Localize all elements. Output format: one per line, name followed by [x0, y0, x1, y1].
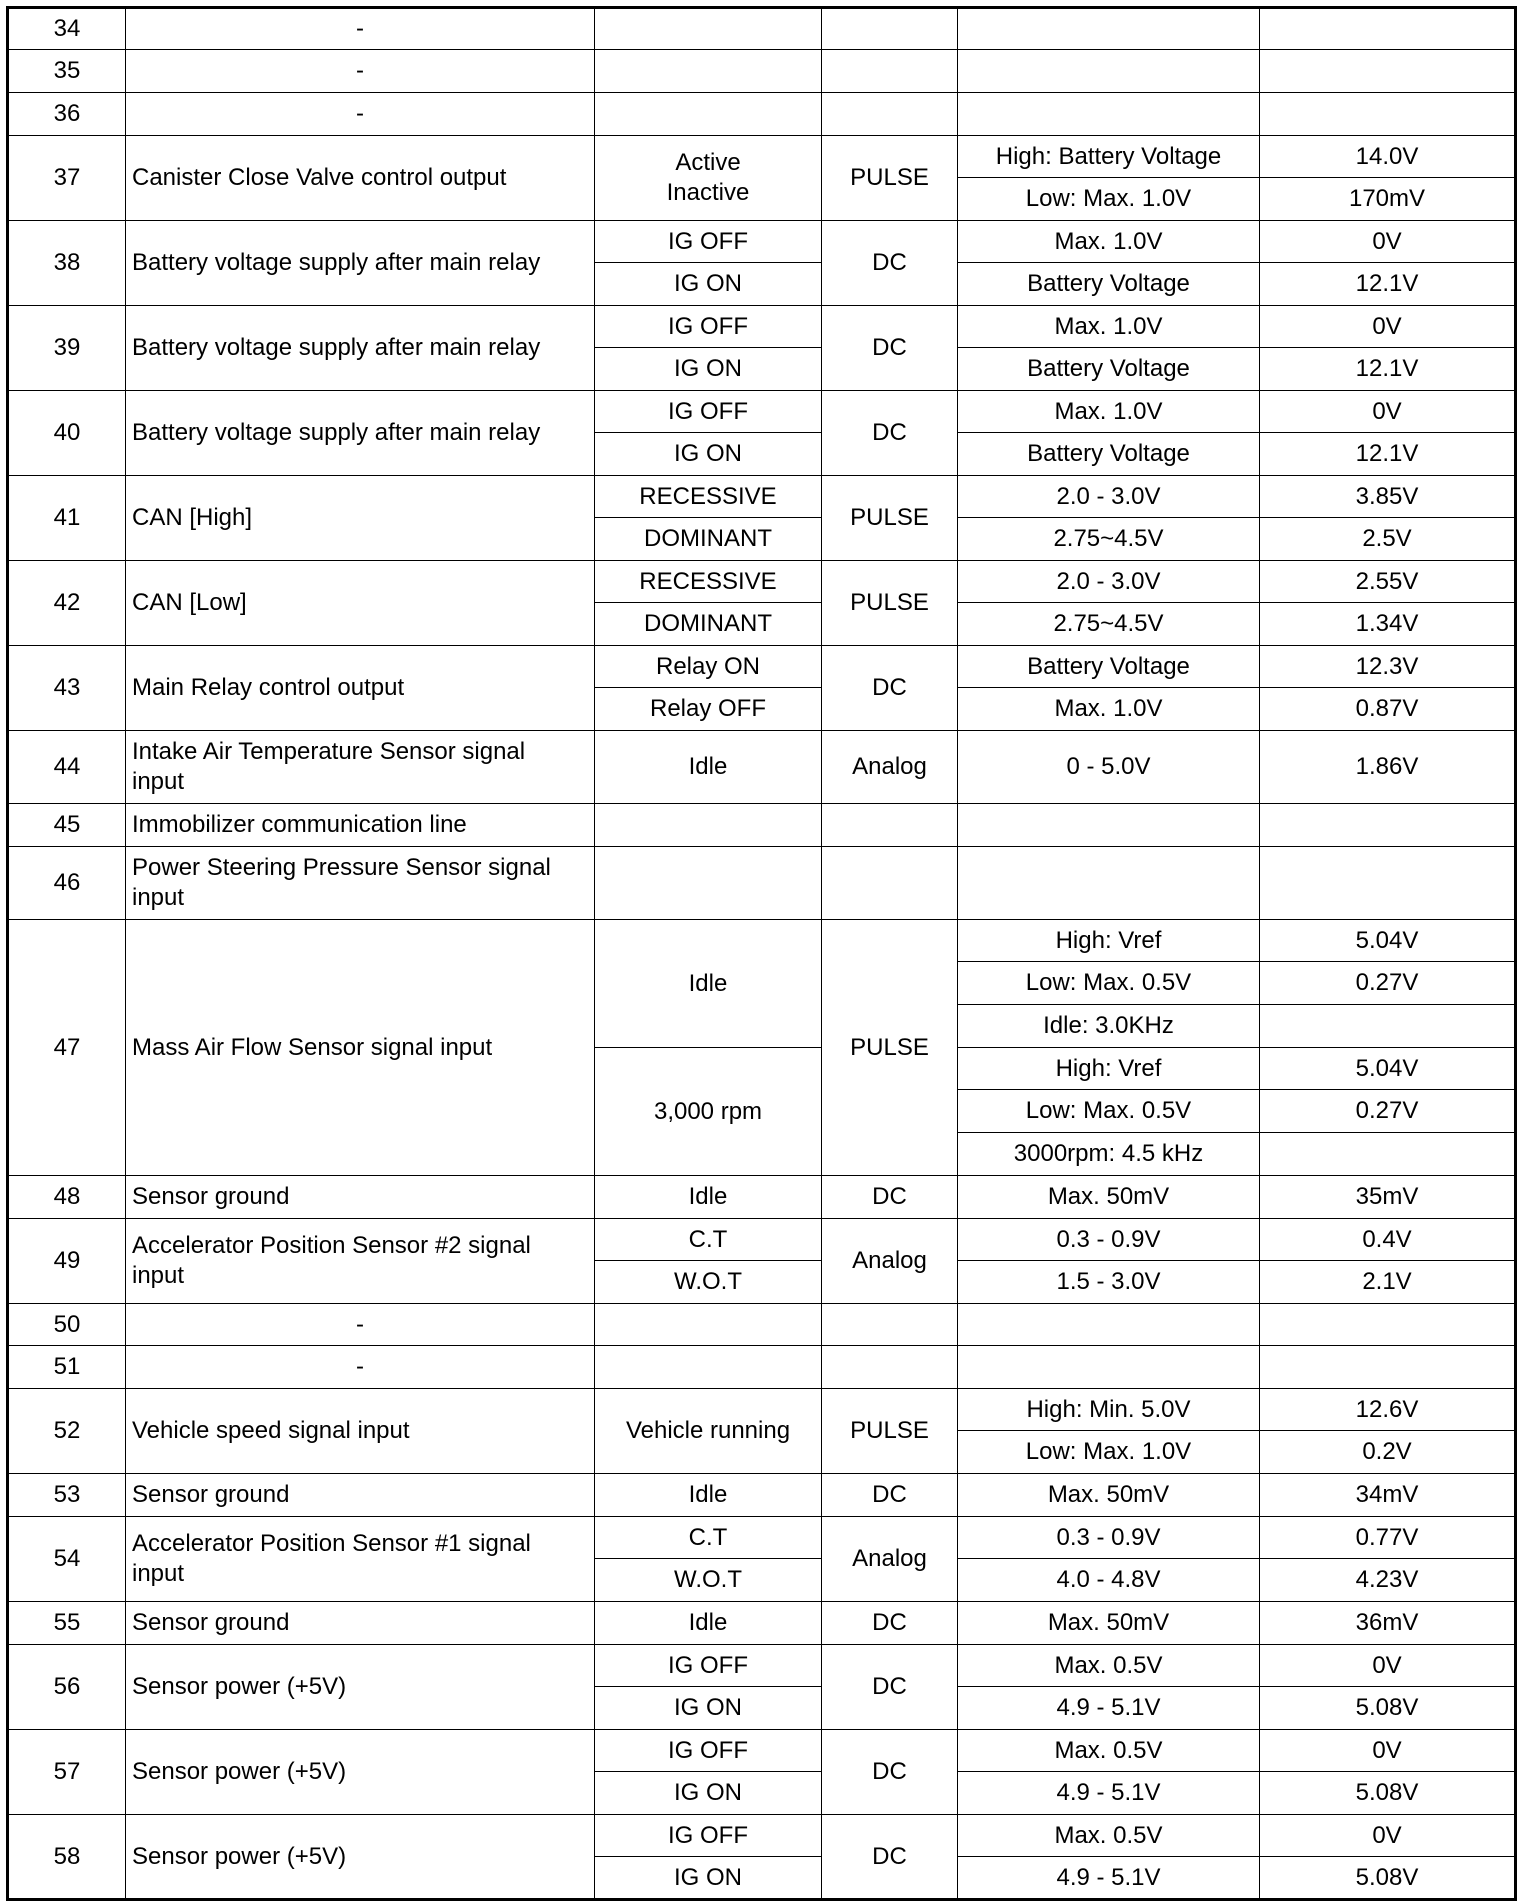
spec-cell: Max. 0.5V	[958, 1730, 1260, 1772]
measured-cell: 0V	[1260, 221, 1516, 263]
condition-cell: Idle	[595, 1602, 822, 1645]
condition-cell: IG ON	[595, 348, 822, 391]
signal-type-cell	[822, 847, 958, 920]
spec-cell	[958, 1304, 1260, 1346]
measured-cell: 0.4V	[1260, 1219, 1516, 1261]
table-row	[8, 1645, 1516, 1687]
pin-description: -	[126, 1346, 595, 1389]
spec-cell	[958, 93, 1260, 136]
measured-cell: 3.85V	[1260, 476, 1516, 518]
pin-description: CAN [Low]	[126, 561, 595, 646]
measured-cell	[1260, 93, 1516, 136]
condition-cell: DOMINANT	[595, 603, 822, 646]
spec-cell: High: Min. 5.0V	[958, 1389, 1260, 1431]
table-row	[8, 804, 1516, 847]
pin-number: 54	[8, 1517, 126, 1602]
table-row	[8, 646, 1516, 688]
spec-cell: Low: Max. 1.0V	[958, 1431, 1260, 1474]
pin-description: -	[126, 50, 595, 93]
measured-cell: 0.27V	[1260, 1090, 1516, 1133]
spec-cell: 4.9 - 5.1V	[958, 1687, 1260, 1730]
pin-description: Canister Close Valve control output	[126, 136, 595, 221]
condition-cell	[595, 50, 822, 93]
signal-type-cell: PULSE	[822, 1389, 958, 1474]
measured-cell: 5.08V	[1260, 1857, 1516, 1900]
pin-description: Immobilizer communication line	[126, 804, 595, 847]
signal-type-cell: PULSE	[822, 920, 958, 1176]
measured-cell	[1260, 50, 1516, 93]
pin-description: Sensor power (+5V)	[126, 1730, 595, 1815]
condition-cell: 3,000 rpm	[595, 1048, 822, 1176]
measured-cell: 170mV	[1260, 178, 1516, 221]
pin-number: 58	[8, 1815, 126, 1900]
description-line: input	[132, 768, 185, 795]
pin-number: 46	[8, 847, 126, 920]
table-row	[8, 1815, 1516, 1857]
measured-cell: 1.34V	[1260, 603, 1516, 646]
spec-cell: 0.3 - 0.9V	[958, 1219, 1260, 1261]
condition-cell: DOMINANT	[595, 518, 822, 561]
condition-line: Inactive	[666, 179, 750, 206]
condition-cell: IG OFF	[595, 1645, 822, 1687]
signal-type-cell: DC	[822, 1474, 958, 1517]
spec-cell: High: Battery Voltage	[958, 136, 1260, 178]
pin-number: 56	[8, 1645, 126, 1730]
pin-number: 43	[8, 646, 126, 731]
measured-cell: 5.08V	[1260, 1687, 1516, 1730]
condition-cell: Relay ON	[595, 646, 822, 688]
spec-cell: Low: Max. 0.5V	[958, 1090, 1260, 1133]
pin-number: 53	[8, 1474, 126, 1517]
measured-cell: 0V	[1260, 391, 1516, 433]
measured-cell	[1260, 1304, 1516, 1346]
table-row	[8, 93, 1516, 136]
spec-cell: Max. 0.5V	[958, 1815, 1260, 1857]
pin-description	[126, 731, 595, 804]
condition-cell: Relay OFF	[595, 688, 822, 731]
pin-description: Battery voltage supply after main relay	[126, 391, 595, 476]
measured-cell: 36mV	[1260, 1602, 1516, 1645]
pin-description	[126, 1219, 595, 1304]
condition-cell: IG ON	[595, 1687, 822, 1730]
signal-type-cell: DC	[822, 646, 958, 731]
pin-number: 55	[8, 1602, 126, 1645]
measured-cell: 0.2V	[1260, 1431, 1516, 1474]
pin-number: 50	[8, 1304, 126, 1346]
pin-description: -	[126, 1304, 595, 1346]
spec-cell: Max. 0.5V	[958, 1645, 1260, 1687]
condition-cell: Idle	[595, 1176, 822, 1219]
pin-number: 39	[8, 306, 126, 391]
signal-type-cell	[822, 1304, 958, 1346]
table-row	[8, 1517, 1516, 1559]
measured-cell	[1260, 8, 1516, 50]
spec-cell: Battery Voltage	[958, 646, 1260, 688]
table-row	[8, 920, 1516, 962]
measured-cell: 0V	[1260, 1815, 1516, 1857]
condition-cell: C.T	[595, 1219, 822, 1261]
spec-cell: Max. 1.0V	[958, 391, 1260, 433]
pin-description: Battery voltage supply after main relay	[126, 306, 595, 391]
pin-number: 41	[8, 476, 126, 561]
condition-cell: IG OFF	[595, 1730, 822, 1772]
spec-cell	[958, 804, 1260, 847]
measured-cell	[1260, 1346, 1516, 1389]
pin-number: 37	[8, 136, 126, 221]
condition-cell: Idle	[595, 1474, 822, 1517]
spec-cell: Battery Voltage	[958, 348, 1260, 391]
measured-cell: 12.1V	[1260, 433, 1516, 476]
table-row	[8, 391, 1516, 433]
spec-cell	[958, 8, 1260, 50]
description-line: Intake Air Temperature Sensor signal	[132, 738, 526, 765]
spec-cell: 0 - 5.0V	[958, 731, 1260, 804]
measured-cell	[1260, 804, 1516, 847]
measured-cell: 12.3V	[1260, 646, 1516, 688]
measured-cell: 34mV	[1260, 1474, 1516, 1517]
pin-number: 44	[8, 731, 126, 804]
table-row	[8, 1176, 1516, 1219]
table-row	[8, 8, 1516, 50]
measured-cell: 12.1V	[1260, 348, 1516, 391]
pin-description	[126, 847, 595, 920]
table-row	[8, 306, 1516, 348]
measured-cell: 4.23V	[1260, 1559, 1516, 1602]
spec-cell: Idle: 3.0KHz	[958, 1005, 1260, 1048]
measured-cell	[1260, 1005, 1516, 1048]
signal-type-cell: DC	[822, 1645, 958, 1730]
condition-cell	[595, 136, 822, 221]
signal-type-cell	[822, 8, 958, 50]
condition-cell: W.O.T	[595, 1261, 822, 1304]
spec-cell: Max. 50mV	[958, 1176, 1260, 1219]
description-line: input	[132, 1262, 185, 1289]
condition-line: Active	[675, 149, 741, 176]
spec-cell: 2.75~4.5V	[958, 518, 1260, 561]
pin-number: 48	[8, 1176, 126, 1219]
signal-type-cell: DC	[822, 306, 958, 391]
description-line: Accelerator Position Sensor #1 signal	[132, 1530, 531, 1557]
condition-cell: W.O.T	[595, 1559, 822, 1602]
signal-type-cell	[822, 1346, 958, 1389]
measured-cell: 2.55V	[1260, 561, 1516, 603]
signal-type-cell: DC	[822, 1730, 958, 1815]
measured-cell	[1260, 847, 1516, 920]
measured-cell: 0V	[1260, 306, 1516, 348]
spec-cell: 0.3 - 0.9V	[958, 1517, 1260, 1559]
condition-cell: RECESSIVE	[595, 476, 822, 518]
condition-cell	[595, 847, 822, 920]
pin-number: 34	[8, 8, 126, 50]
spec-cell: Battery Voltage	[958, 263, 1260, 306]
condition-cell: RECESSIVE	[595, 561, 822, 603]
condition-cell	[595, 8, 822, 50]
measured-cell: 35mV	[1260, 1176, 1516, 1219]
pin-description	[126, 1517, 595, 1602]
spec-cell	[958, 847, 1260, 920]
condition-cell: Idle	[595, 920, 822, 1048]
description-line: input	[132, 884, 185, 911]
signal-type-cell: Analog	[822, 1517, 958, 1602]
signal-type-cell: DC	[822, 391, 958, 476]
measured-cell: 2.1V	[1260, 1261, 1516, 1304]
description-line: input	[132, 1560, 185, 1587]
measured-cell: 12.1V	[1260, 263, 1516, 306]
condition-cell: IG ON	[595, 263, 822, 306]
spec-cell: 2.75~4.5V	[958, 603, 1260, 646]
spec-cell	[958, 1346, 1260, 1389]
spec-cell: Max. 50mV	[958, 1602, 1260, 1645]
condition-cell: IG OFF	[595, 306, 822, 348]
signal-type-cell: PULSE	[822, 136, 958, 221]
condition-cell: IG OFF	[595, 1815, 822, 1857]
pin-number: 40	[8, 391, 126, 476]
signal-type-cell: DC	[822, 1176, 958, 1219]
table-row	[8, 561, 1516, 603]
description-line: Accelerator Position Sensor #2 signal	[132, 1232, 531, 1259]
signal-type-cell: DC	[822, 221, 958, 306]
spec-cell: 3000rpm: 4.5 kHz	[958, 1133, 1260, 1176]
measured-cell: 0V	[1260, 1730, 1516, 1772]
spec-cell: High: Vref	[958, 920, 1260, 962]
description-line: Power Steering Pressure Sensor signal	[132, 854, 551, 881]
measured-cell: 0V	[1260, 1645, 1516, 1687]
signal-type-cell: PULSE	[822, 561, 958, 646]
pin-description: Sensor power (+5V)	[126, 1645, 595, 1730]
table-row	[8, 731, 1516, 804]
table-row	[8, 1304, 1516, 1346]
measured-cell: 2.5V	[1260, 518, 1516, 561]
signal-type-cell	[822, 804, 958, 847]
pin-description: CAN [High]	[126, 476, 595, 561]
pin-description: -	[126, 93, 595, 136]
pin-description: Vehicle speed signal input	[126, 1389, 595, 1474]
pin-description: Sensor ground	[126, 1176, 595, 1219]
condition-cell	[595, 1346, 822, 1389]
measured-cell: 0.77V	[1260, 1517, 1516, 1559]
signal-type-cell: Analog	[822, 1219, 958, 1304]
condition-cell: Vehicle running	[595, 1389, 822, 1474]
condition-cell	[595, 804, 822, 847]
spec-cell: Max. 1.0V	[958, 221, 1260, 263]
spec-cell: 1.5 - 3.0V	[958, 1261, 1260, 1304]
pin-number: 45	[8, 804, 126, 847]
pin-number: 49	[8, 1219, 126, 1304]
signal-type-cell: DC	[822, 1815, 958, 1900]
table-row	[8, 476, 1516, 518]
measured-cell: 1.86V	[1260, 731, 1516, 804]
pin-number: 35	[8, 50, 126, 93]
table-row	[8, 50, 1516, 93]
spec-cell: 2.0 - 3.0V	[958, 561, 1260, 603]
pin-table	[6, 6, 1517, 1901]
spec-cell: 4.0 - 4.8V	[958, 1559, 1260, 1602]
table-row	[8, 1730, 1516, 1772]
condition-cell: C.T	[595, 1517, 822, 1559]
signal-type-cell	[822, 93, 958, 136]
table-row	[8, 1602, 1516, 1645]
spec-cell: High: Vref	[958, 1048, 1260, 1090]
pin-description: Sensor ground	[126, 1474, 595, 1517]
pin-number: 57	[8, 1730, 126, 1815]
condition-cell: Idle	[595, 731, 822, 804]
signal-type-cell	[822, 50, 958, 93]
table-row	[8, 1219, 1516, 1261]
pin-number: 51	[8, 1346, 126, 1389]
measured-cell: 12.6V	[1260, 1389, 1516, 1431]
spec-cell: 4.9 - 5.1V	[958, 1772, 1260, 1815]
condition-cell: IG ON	[595, 433, 822, 476]
pin-description: Main Relay control output	[126, 646, 595, 731]
pin-number: 42	[8, 561, 126, 646]
spec-cell: Battery Voltage	[958, 433, 1260, 476]
pin-description: Sensor ground	[126, 1602, 595, 1645]
signal-type-cell: PULSE	[822, 476, 958, 561]
spec-cell: 2.0 - 3.0V	[958, 476, 1260, 518]
measured-cell: 0.27V	[1260, 962, 1516, 1005]
table-row	[8, 136, 1516, 178]
table-row	[8, 847, 1516, 920]
pin-description: -	[126, 8, 595, 50]
signal-type-cell: DC	[822, 1602, 958, 1645]
condition-cell: IG ON	[595, 1772, 822, 1815]
measured-cell: 14.0V	[1260, 136, 1516, 178]
pin-description: Mass Air Flow Sensor signal input	[126, 920, 595, 1176]
condition-cell	[595, 93, 822, 136]
spec-cell: Low: Max. 1.0V	[958, 178, 1260, 221]
table-row	[8, 1474, 1516, 1517]
measured-cell: 5.08V	[1260, 1772, 1516, 1815]
pin-number: 47	[8, 920, 126, 1176]
spec-cell: Low: Max. 0.5V	[958, 962, 1260, 1005]
measured-cell	[1260, 1133, 1516, 1176]
table-row	[8, 221, 1516, 263]
table-row	[8, 1389, 1516, 1431]
spec-cell	[958, 50, 1260, 93]
measured-cell: 5.04V	[1260, 920, 1516, 962]
spec-cell: Max. 1.0V	[958, 688, 1260, 731]
measured-cell: 0.87V	[1260, 688, 1516, 731]
pin-description: Battery voltage supply after main relay	[126, 221, 595, 306]
condition-cell: IG OFF	[595, 221, 822, 263]
measured-cell: 5.04V	[1260, 1048, 1516, 1090]
spec-cell: 4.9 - 5.1V	[958, 1857, 1260, 1900]
pin-number: 52	[8, 1389, 126, 1474]
pin-description: Sensor power (+5V)	[126, 1815, 595, 1900]
pin-number: 36	[8, 93, 126, 136]
condition-cell	[595, 1304, 822, 1346]
condition-cell: IG OFF	[595, 391, 822, 433]
condition-cell: IG ON	[595, 1857, 822, 1900]
spec-cell: Max. 1.0V	[958, 306, 1260, 348]
pin-number: 38	[8, 221, 126, 306]
table-row	[8, 1346, 1516, 1389]
spec-cell: Max. 50mV	[958, 1474, 1260, 1517]
signal-type-cell: Analog	[822, 731, 958, 804]
